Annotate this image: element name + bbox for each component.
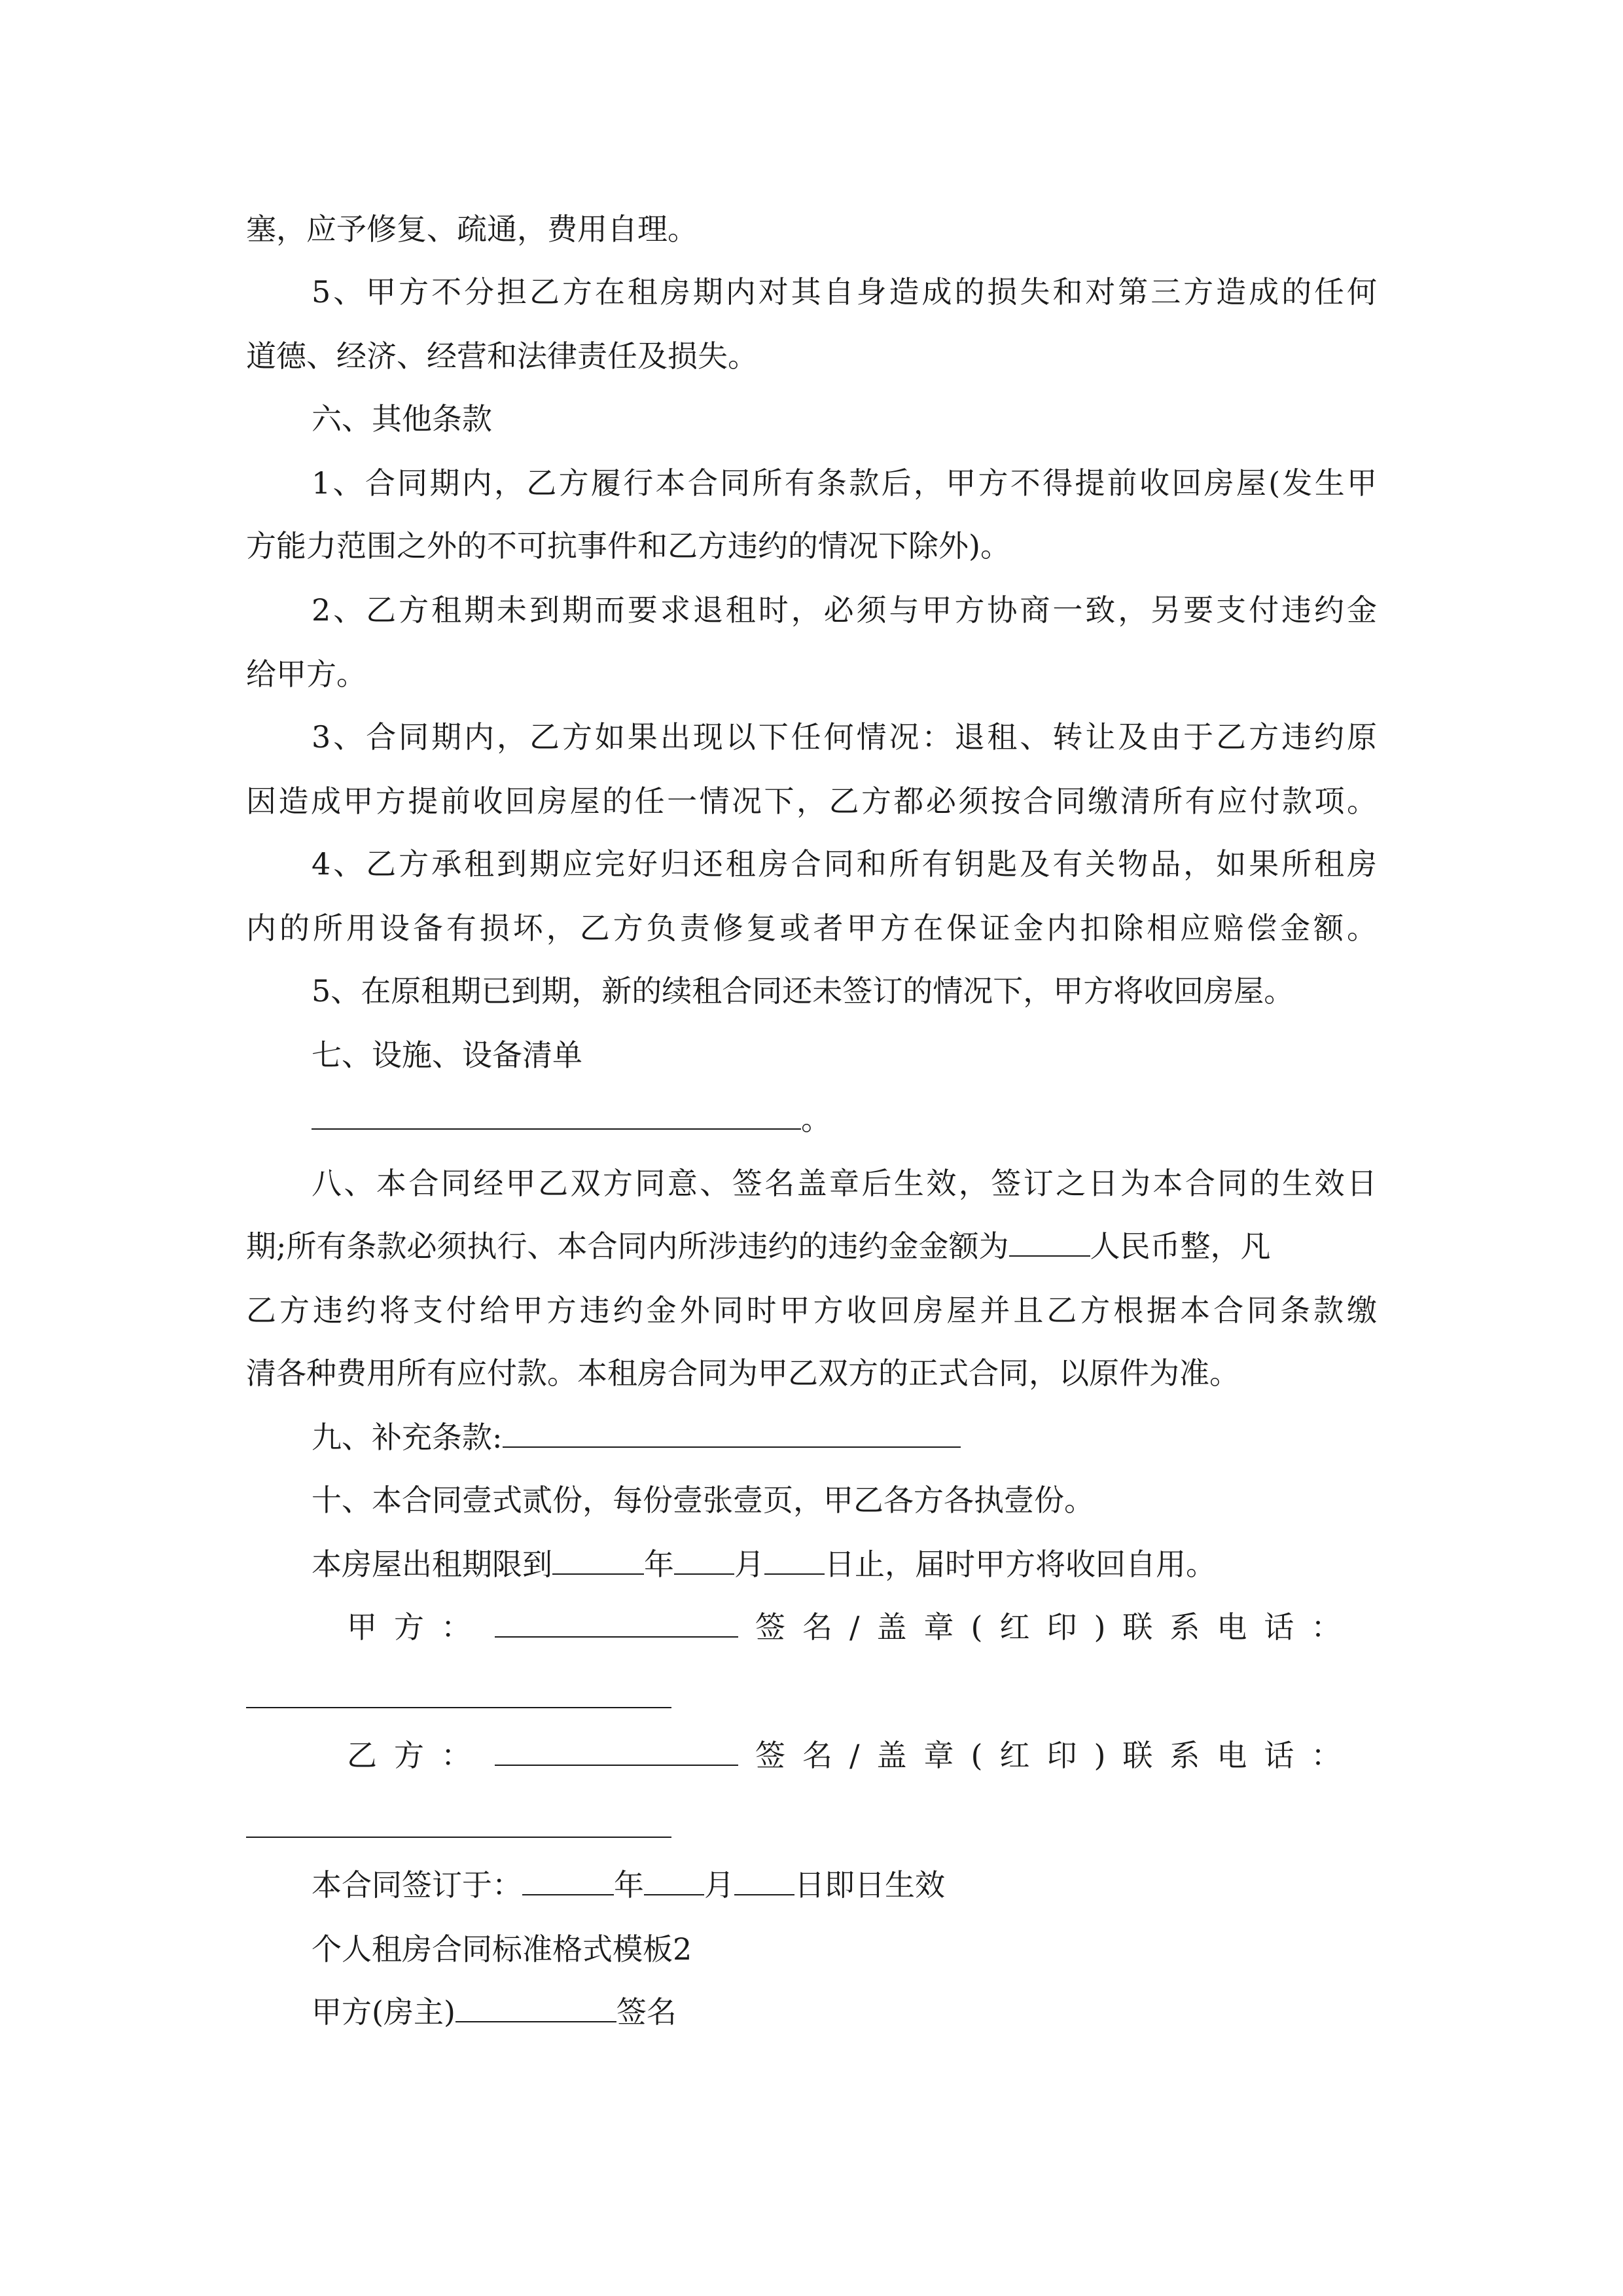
paragraph-line: 内的所用设备有损坏，乙方负责修复或者甲方在保证金内扣除相应赔偿金额。 [246, 910, 1377, 946]
text-fragment: 期;所有条款必须执行、本合同内所涉违约的违约金金额为 [246, 1229, 1009, 1264]
paragraph-line: 道德、经济、经营和法律责任及损失。 [246, 338, 758, 374]
paragraph-line: 清各种费用所有应付款。本租房合同为甲乙双方的正式合同，以原件为准。 [246, 1355, 1240, 1391]
paragraph-line: 因造成甲方提前收回房屋的任一情况下，乙方都必须按合同缴清所有应付款项。 [246, 783, 1377, 819]
landlord-line [312, 1992, 677, 2032]
party-a-phone-blank[interactable] [246, 1707, 671, 1708]
paragraph-line: 4、乙方承租到期应完好归还租房合同和所有钥匙及有关物品，如果所租房 [312, 846, 1377, 882]
party-a-line [347, 1607, 1358, 1647]
template-title: 个人租房合同标准格式模板2 [312, 1931, 692, 1967]
signing-date-line [312, 1865, 945, 1905]
text-fragment: 本房屋出租期限到 [312, 1547, 552, 1582]
supplementary-blank[interactable] [503, 1422, 961, 1448]
month-blank[interactable] [674, 1549, 734, 1575]
supplementary-clause [312, 1418, 961, 1457]
paragraph-line: 5、在原租期已到期，新的续租合同还未签订的情况下，甲方将收回房屋。 [312, 973, 1294, 1009]
period-mark: 。 [801, 1102, 831, 1137]
text-fragment: 年 [614, 1867, 644, 1903]
day-blank[interactable] [764, 1549, 825, 1575]
paragraph-line: 八、本合同经甲乙双方同意、签名盖章后生效，签订之日为本合同的生效日 [312, 1166, 1377, 1201]
paragraph-line: 3、合同期内，乙方如果出现以下任何情况：退租、转让及由于乙方违约原 [312, 719, 1377, 755]
paragraph-line: 1、合同期内，乙方履行本合同所有条款后，甲方不得提前收回房屋(发生甲 [312, 465, 1377, 501]
text-fragment: 日即日生效 [794, 1867, 945, 1903]
paragraph-line: 塞，应予修复、疏通，费用自理。 [246, 211, 698, 247]
text-fragment: 月 [704, 1867, 734, 1903]
paragraph-line: 5、甲方不分担乙方在租房期内对其自身造成的损失和对第三方造成的任何 [312, 274, 1377, 310]
paragraph-line: 给甲方。 [246, 656, 366, 692]
party-a-label: 甲方： [347, 1609, 488, 1645]
party-b-line [347, 1736, 1358, 1775]
signature-phone-label: 签名/盖章(红印)联系电话： [755, 1609, 1359, 1645]
paragraph-line: 十、本合同壹式贰份，每份壹张壹页，甲乙各方各执壹份。 [312, 1482, 1094, 1518]
party-b-blank[interactable] [495, 1740, 738, 1766]
landlord-blank[interactable] [455, 1996, 616, 2022]
party-b-label: 乙方： [347, 1738, 488, 1773]
year-blank[interactable] [522, 1869, 614, 1895]
penalty-amount-blank[interactable] [1009, 1230, 1090, 1257]
text-fragment: 本合同签订于： [312, 1867, 522, 1903]
lease-term-line [312, 1545, 1216, 1584]
party-a-blank[interactable] [495, 1611, 738, 1638]
paragraph-line: 2、乙方租期未到期而要求退租时，必须与甲方协商一致，另要支付违约金 [312, 592, 1377, 628]
paragraph-line: 方能力范围之外的不可抗事件和乙方违约的情况下除外)。 [246, 528, 1010, 564]
section-heading: 九、补充条款: [312, 1420, 503, 1455]
text-fragment: 日止，届时甲方将收回自用。 [825, 1547, 1216, 1582]
section-heading: 七、设施、设备清单 [312, 1037, 582, 1073]
paragraph-line [246, 1227, 1271, 1266]
fill-in-blank[interactable] [312, 1103, 801, 1130]
month-blank[interactable] [644, 1869, 704, 1895]
equipment-list-blank [312, 1100, 831, 1139]
signature-phone-label: 签名/盖章(红印)联系电话： [755, 1738, 1359, 1773]
text-fragment: 月 [734, 1547, 764, 1582]
party-b-phone-blank[interactable] [246, 1837, 671, 1838]
section-heading: 六、其他条款 [312, 401, 492, 437]
text-fragment: 甲方(房主) [312, 1994, 455, 2030]
text-fragment: 年 [644, 1547, 674, 1582]
paragraph-line: 乙方违约将支付给甲方违约金外同时甲方收回房屋并且乙方根据本合同条款缴 [246, 1293, 1377, 1328]
year-blank[interactable] [552, 1549, 644, 1575]
text-fragment: 签名 [616, 1994, 677, 2030]
day-blank[interactable] [734, 1869, 794, 1895]
text-fragment: 人民币整，凡 [1090, 1229, 1271, 1264]
